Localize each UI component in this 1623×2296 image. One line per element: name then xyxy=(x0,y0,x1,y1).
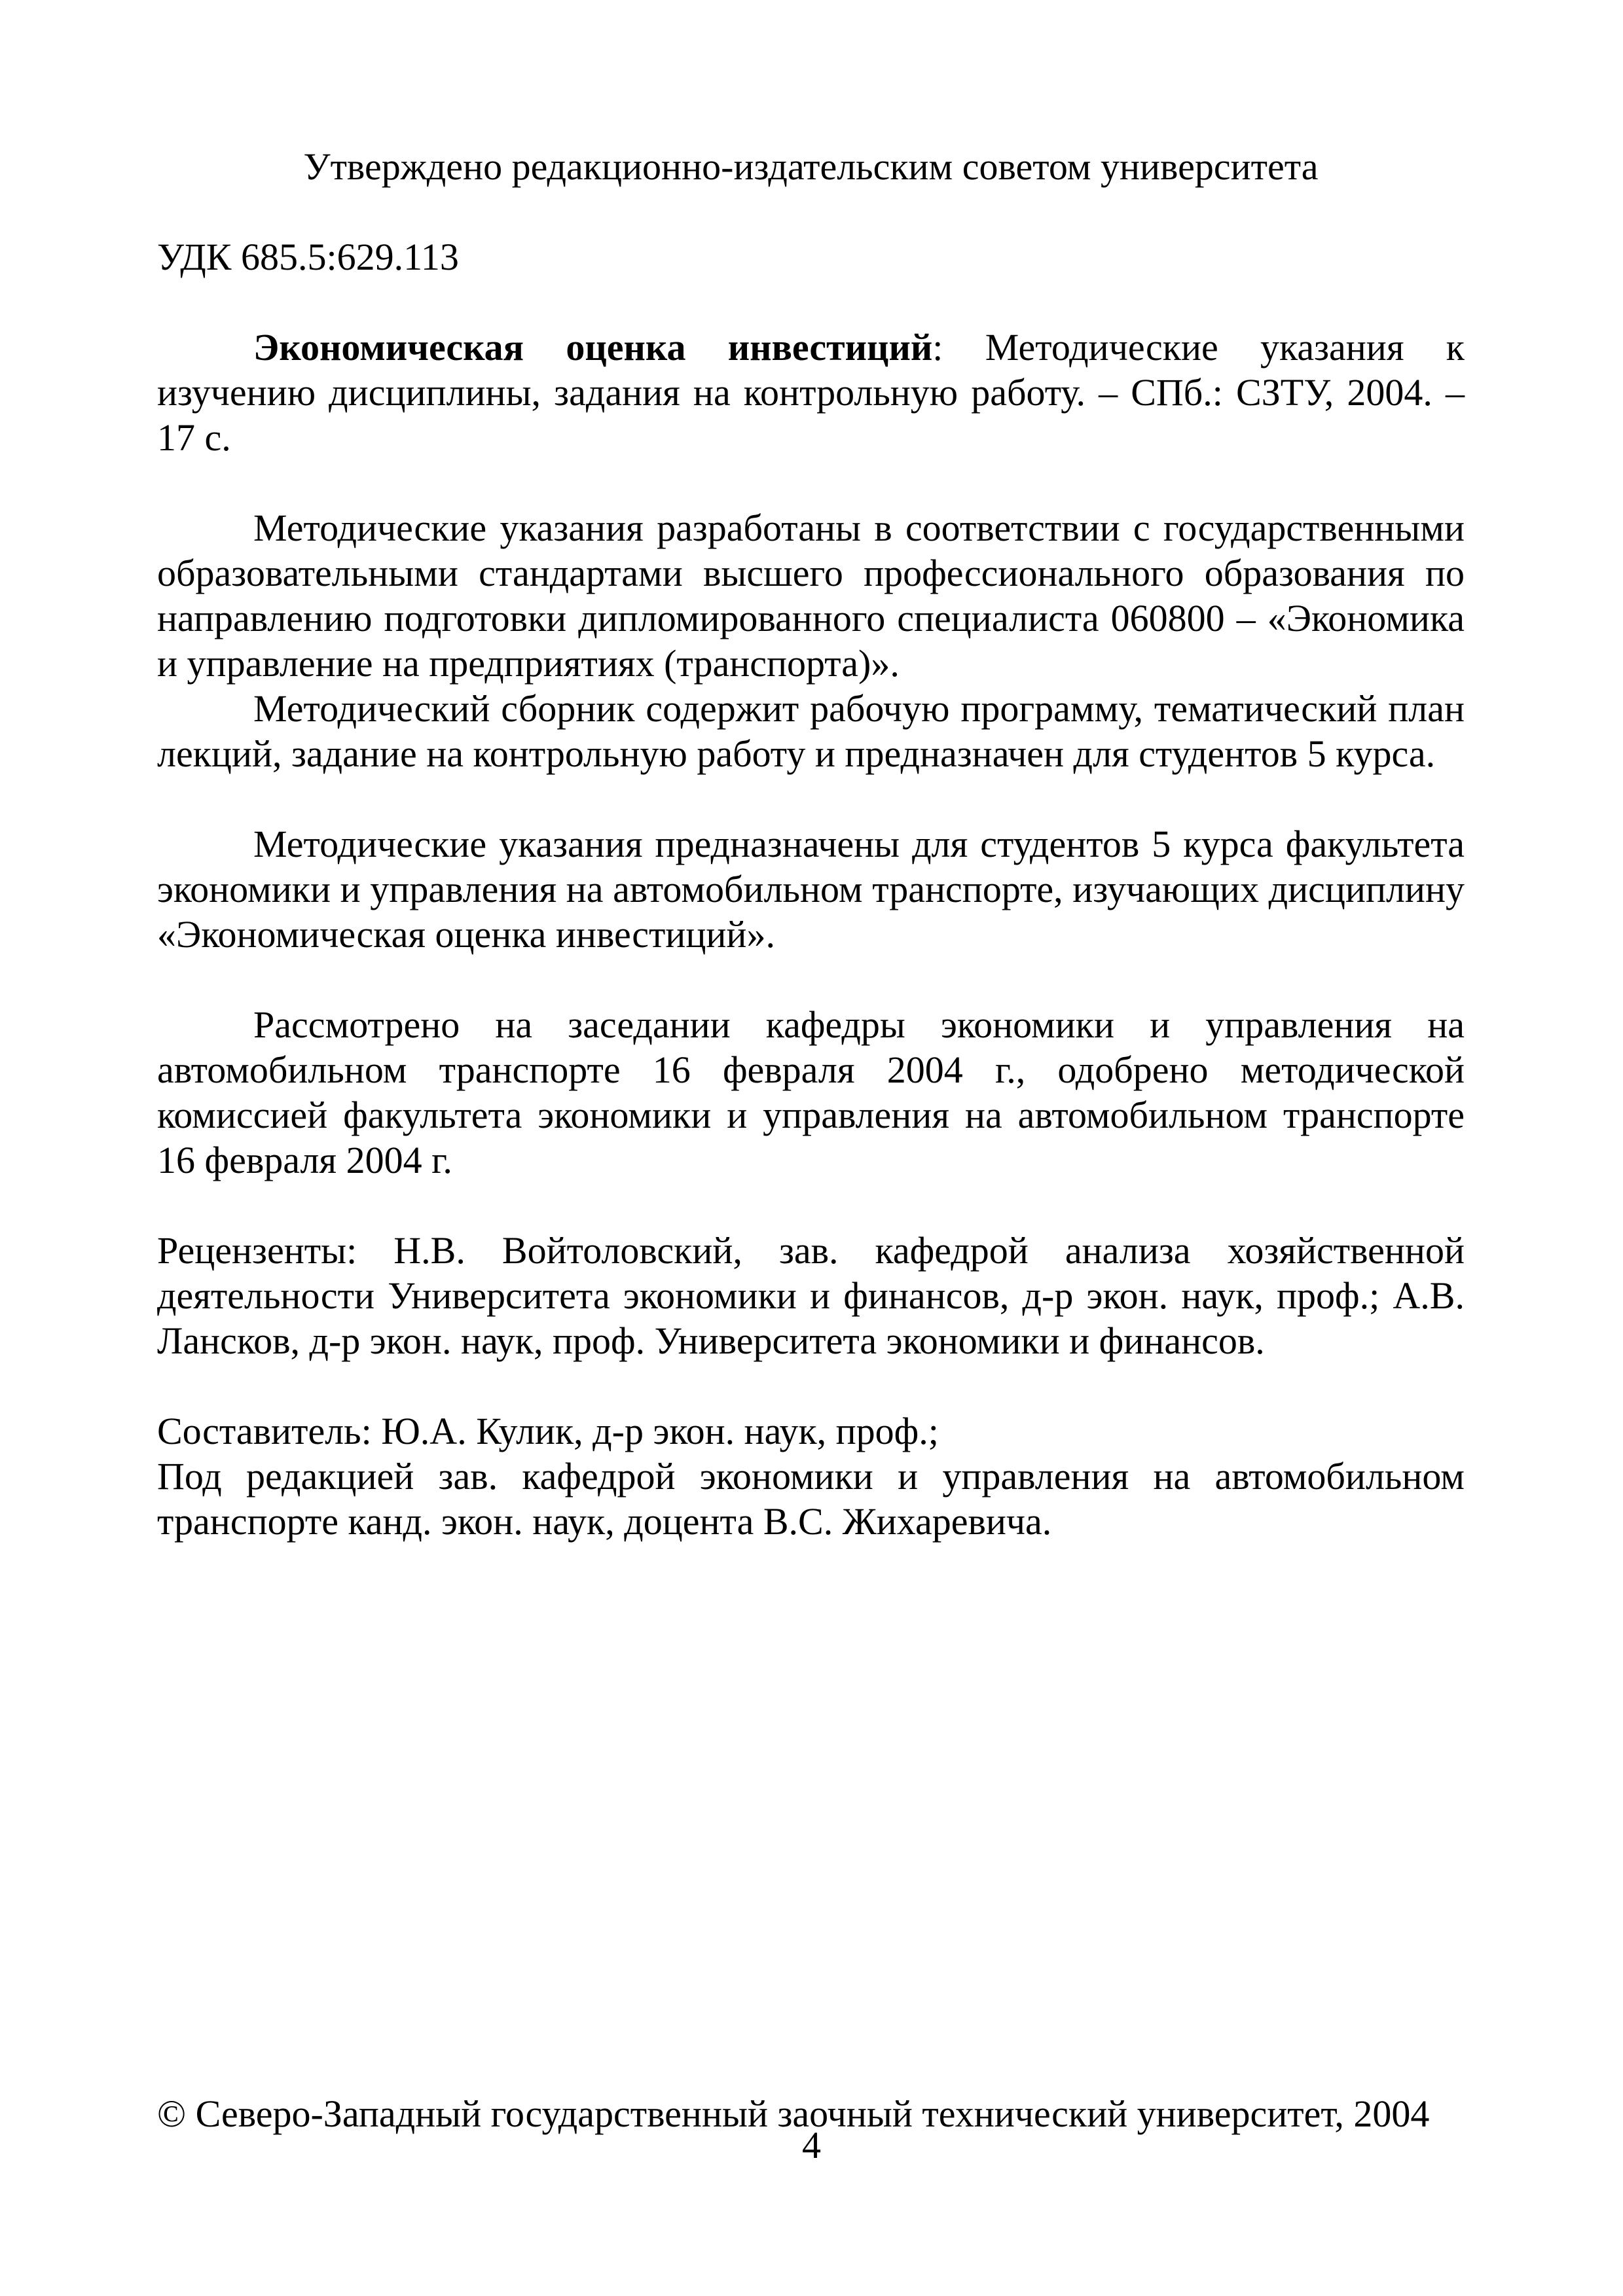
udk-code: УДК 685.5:629.113 xyxy=(157,236,459,278)
paragraph-standards: Методические указания разработаны в соответствии с государственными образовательными стандартами высшего профессионального образования по направлению подготовки дипломированного специалиста 060800 – «Экономика и управление на предприятиях (транспорта)». xyxy=(157,507,1465,685)
editor-line: Под редакцией зав. кафедрой экономики и управления на автомобильном транспорте канд. экон. наук, доцента В.С. Жихаревича. xyxy=(157,1455,1465,1543)
paragraph-approval-meeting: Рассмотрено на заседании кафедры экономики и управления на автомобильном транспорте 16 февраля 2004 г., одобрено методической комиссией факультета экономики и управления на автомобильном транспорте 16 февраля 2004 г. xyxy=(157,1003,1465,1181)
approval-line: Утверждено редакционно-издательским советом университета xyxy=(303,145,1319,188)
bibliographic-entry xyxy=(157,325,1465,460)
copyright-line: © Северо-Западный государственный заочный технический университет, 2004 xyxy=(157,2092,1430,2135)
work-title: Экономическая оценка инвестиций xyxy=(253,326,933,368)
paragraph-audience: Методические указания предназначены для студентов 5 курса факультета экономики и управления на автомобильном транспорте, изучающих дисциплину «Экономическая оценка инвестиций». xyxy=(157,823,1465,956)
bibliographic-description: : Методические указания к изучению дисциплины, задания на контрольную работу. – СПб.: СЗТУ, 2004. – 17 с. xyxy=(157,326,1465,459)
compiler-line: Составитель: Ю.А. Кулик, д-р экон. наук, проф.; xyxy=(157,1410,939,1452)
page-number: 4 xyxy=(802,2124,821,2166)
paragraph-contents: Методический сборник содержит рабочую программу, тематический план лекций, задание на контрольную работу и предназначен для студентов 5 курса. xyxy=(157,687,1465,775)
reviewers-line: Рецензенты: Н.В. Войтоловский, зав. кафедрой анализа хозяйственной деятельности Университета экономики и финансов, д-р экон. наук, проф.; А.В. Лансков, д-р экон. наук, проф. Университета экономики и финансов. xyxy=(157,1229,1465,1362)
